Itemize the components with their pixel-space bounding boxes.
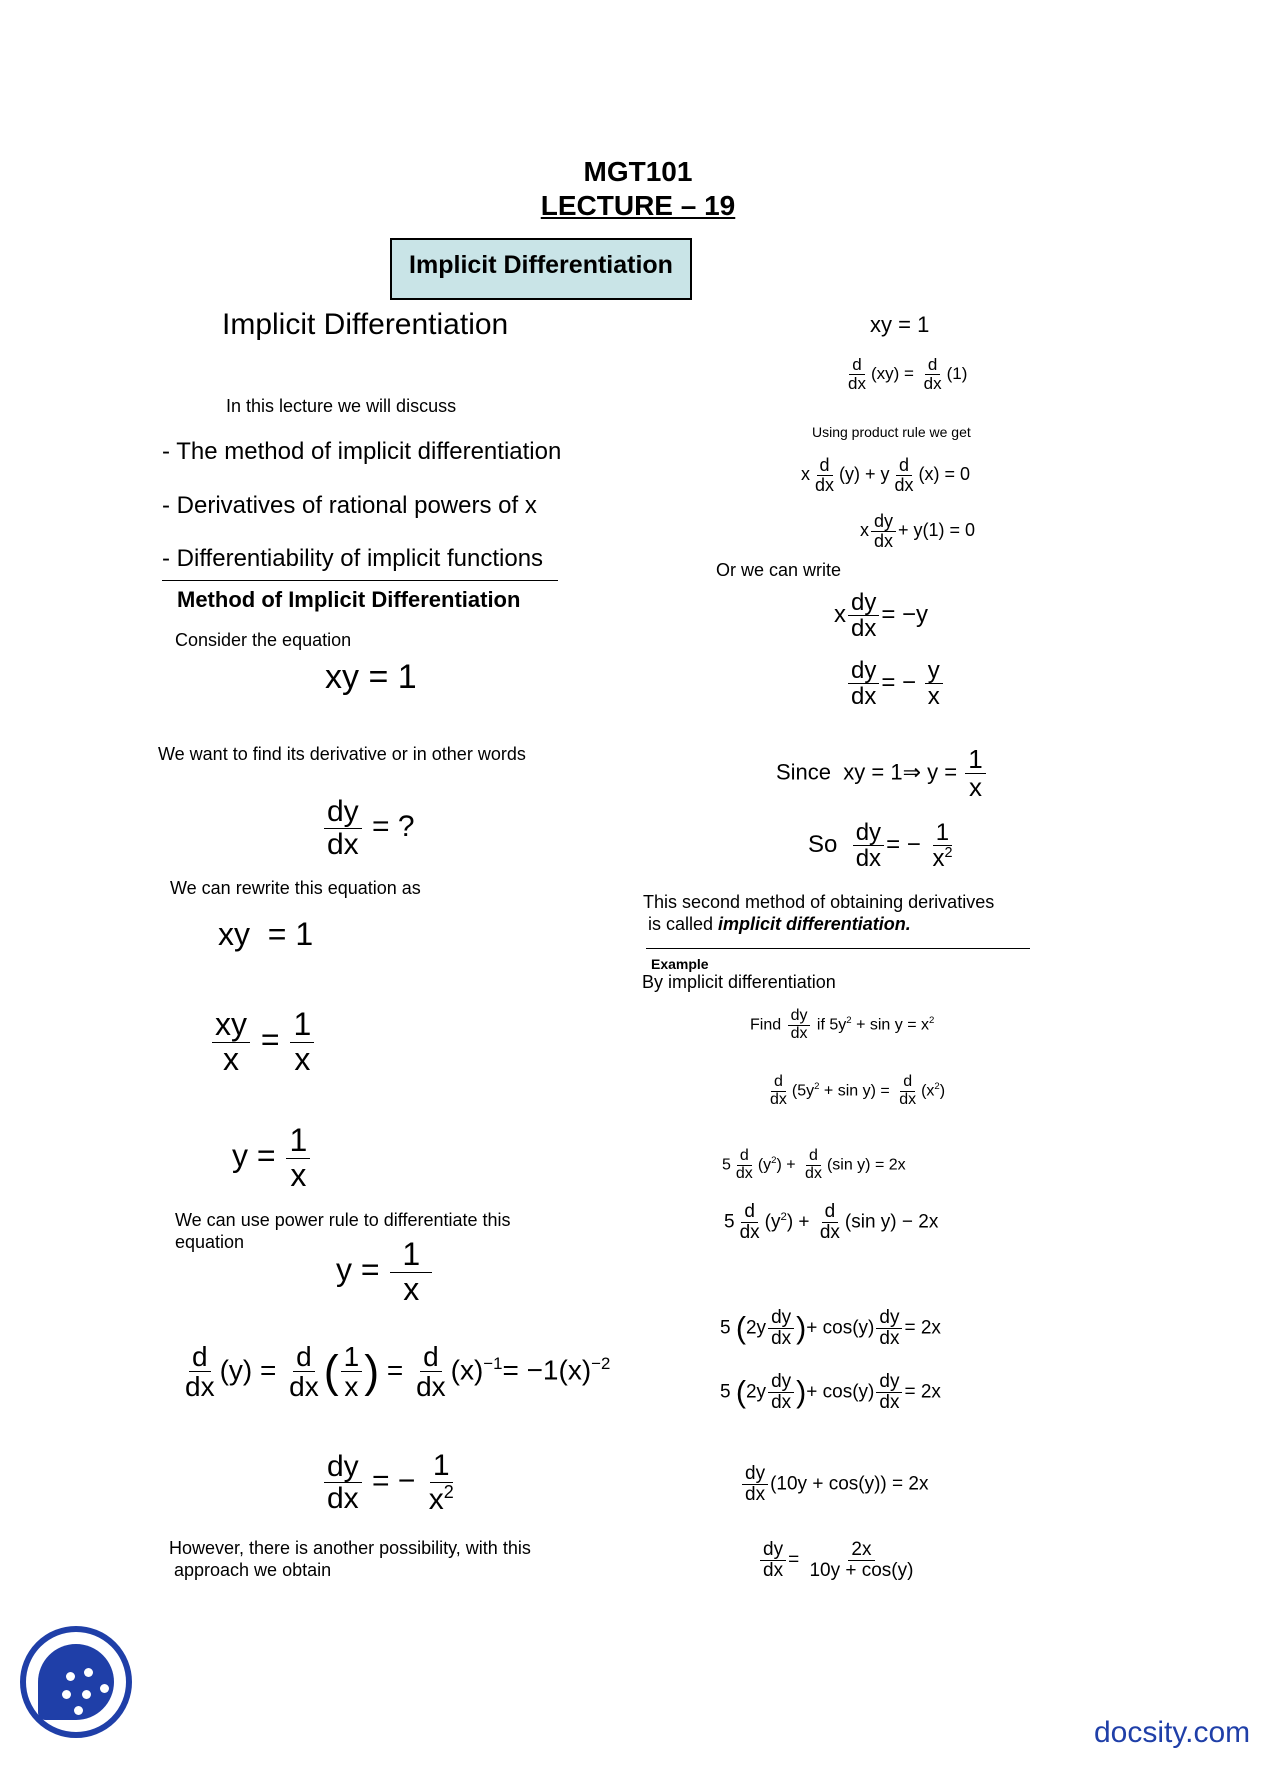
or-write-text: Or we can write — [716, 560, 842, 580]
find-label: Find — [750, 1016, 782, 1034]
topic-2: - Derivatives of rational powers of x — [162, 492, 537, 519]
r-example-step4: 5 (2y $\frac{dy}{dx}$ )+ cos(y) $\frac{dy}{dx}$ = 2x — [720, 1307, 941, 1349]
eq-xy-equals-1: xy = 1 — [218, 916, 314, 952]
r-example-step5: 5 (2y $\frac{dy}{dx}$ )+ cos(y) $\frac{dy}{dx}$ = 2x — [720, 1371, 941, 1413]
r-eq-since: Since xy = 1⇒ y = $\frac{1}{x}$ — [776, 746, 988, 802]
eq-y-1-over-x: y = $\frac{1}{x}$ — [232, 1124, 312, 1192]
divider-left — [162, 580, 558, 581]
power-rule-text-2: equation — [175, 1232, 245, 1252]
equation-xy1: xy = 1 — [325, 658, 417, 696]
topic-1: - The method of implicit differentiation — [162, 438, 562, 465]
r-eq-x-dydx-neg-y: x $\frac{dy}{dx}$ = −y — [834, 589, 929, 643]
consider-text: Consider the equation — [175, 630, 352, 650]
docsity-brand[interactable]: docsity.com — [1094, 1716, 1251, 1749]
second-method-is-called: is called — [648, 914, 719, 934]
r-example-result: $\frac{dy}{dx}$ = $\frac{2x}{10y + \cos(y)}$ — [758, 1540, 918, 1581]
eq-dydx-neg-1-over-x2: $\frac{dy}{dx}$ = − $\frac{1}{x^2}$ — [322, 1450, 459, 1515]
r-example-step6: $\frac{dy}{dx}$ (10y + cos(y)) = 2x — [740, 1464, 928, 1505]
r-eq-ddx-xy: $\frac{d}{dx}$ (xy) = $\frac{d}{dx}$ (1) — [848, 355, 968, 393]
dydx-question: $\frac{dy}{dx}$ = ? — [322, 796, 415, 860]
r-eq-so: So $\frac{dy}{dx}$ = − $\frac{1}{x^2}$ — [808, 819, 953, 873]
topic-3: - Differentiability of implicit functions — [162, 545, 544, 572]
slide-title: Implicit Differentiation — [222, 308, 509, 341]
method-heading: Method of Implicit Differentiation — [177, 587, 521, 612]
power-rule-text-1: We can use power rule to differentiate this — [175, 1210, 511, 1230]
lecture-number: LECTURE – 19 — [540, 190, 736, 221]
rewrite-text: We can rewrite this equation as — [170, 878, 421, 898]
r-example-step1: $\frac{d}{dx}$ $(5y^2 + \sin y)$ = $\frac{d}{dx}$ $(x^2)$ — [770, 1073, 946, 1108]
eq-xy-over-x: $\frac{xy}{x}$ = $\frac{1}{x}$ — [210, 1008, 316, 1076]
example-label: Example — [651, 956, 709, 972]
r-eq-dydx-neg-y-over-x: $\frac{dy}{dx}$ = − $\frac{y}{x}$ — [846, 658, 945, 709]
divider-right — [646, 948, 1030, 949]
product-rule-text: Using product rule we get — [812, 424, 971, 440]
r-eq-x-dydx-y: x $\frac{dy}{dx}$ + y(1) = 0 — [860, 511, 976, 551]
intro-text: In this lecture we will discuss — [226, 396, 457, 416]
course-code: MGT101 — [583, 156, 693, 187]
docsity-logo-icon — [20, 1626, 132, 1738]
r-example-step2: 5 $\frac{d}{dx}$ $(y^2)$ + $\frac{d}{dx}$ (sin y) = 2x — [722, 1147, 906, 1182]
eq-power-rule-derivation: $\frac{d}{dx}$ (y) = $\frac{d}{dx}$ ( $\frac{1}{x}$ ) = $\frac{d}{dx}$ $(x)^{-1}= -1(x)^{-2}$ — [185, 1341, 611, 1403]
want-text: We want to find its derivative or in other words — [158, 744, 526, 764]
title-box: Implicit Differentiation — [390, 238, 692, 300]
r-eq-product-rule: x $\frac{d}{dx}$ (y) + y $\frac{d}{dx}$ (x) = 0 — [801, 455, 971, 495]
however-text-1: However, there is another possibility, with this — [169, 1538, 531, 1558]
r-example-step3: 5 $\frac{d}{dx}$ $(y^2)$ + $\frac{d}{dx}$ (sin y) − 2x — [724, 1201, 939, 1243]
so-label: So — [808, 831, 838, 859]
r-example-statement: Find $\frac{dy}{dx}$ if $5y^2 + \sin y = x^2$ — [750, 1007, 935, 1042]
implicit-diff-emphasis: implicit differentiation. — [718, 914, 911, 934]
second-method-text-2 — [648, 914, 911, 935]
by-implicit-text: By implicit differentiation — [642, 972, 836, 992]
however-text-2: approach we obtain — [174, 1560, 332, 1580]
eq-y-1-over-x-2: y = $\frac{1}{x}$ — [336, 1238, 434, 1306]
r-eq-xy1: xy = 1 — [870, 312, 930, 337]
since-label: Since — [776, 759, 832, 785]
second-method-text-1: This second method of obtaining derivatives — [643, 892, 995, 912]
